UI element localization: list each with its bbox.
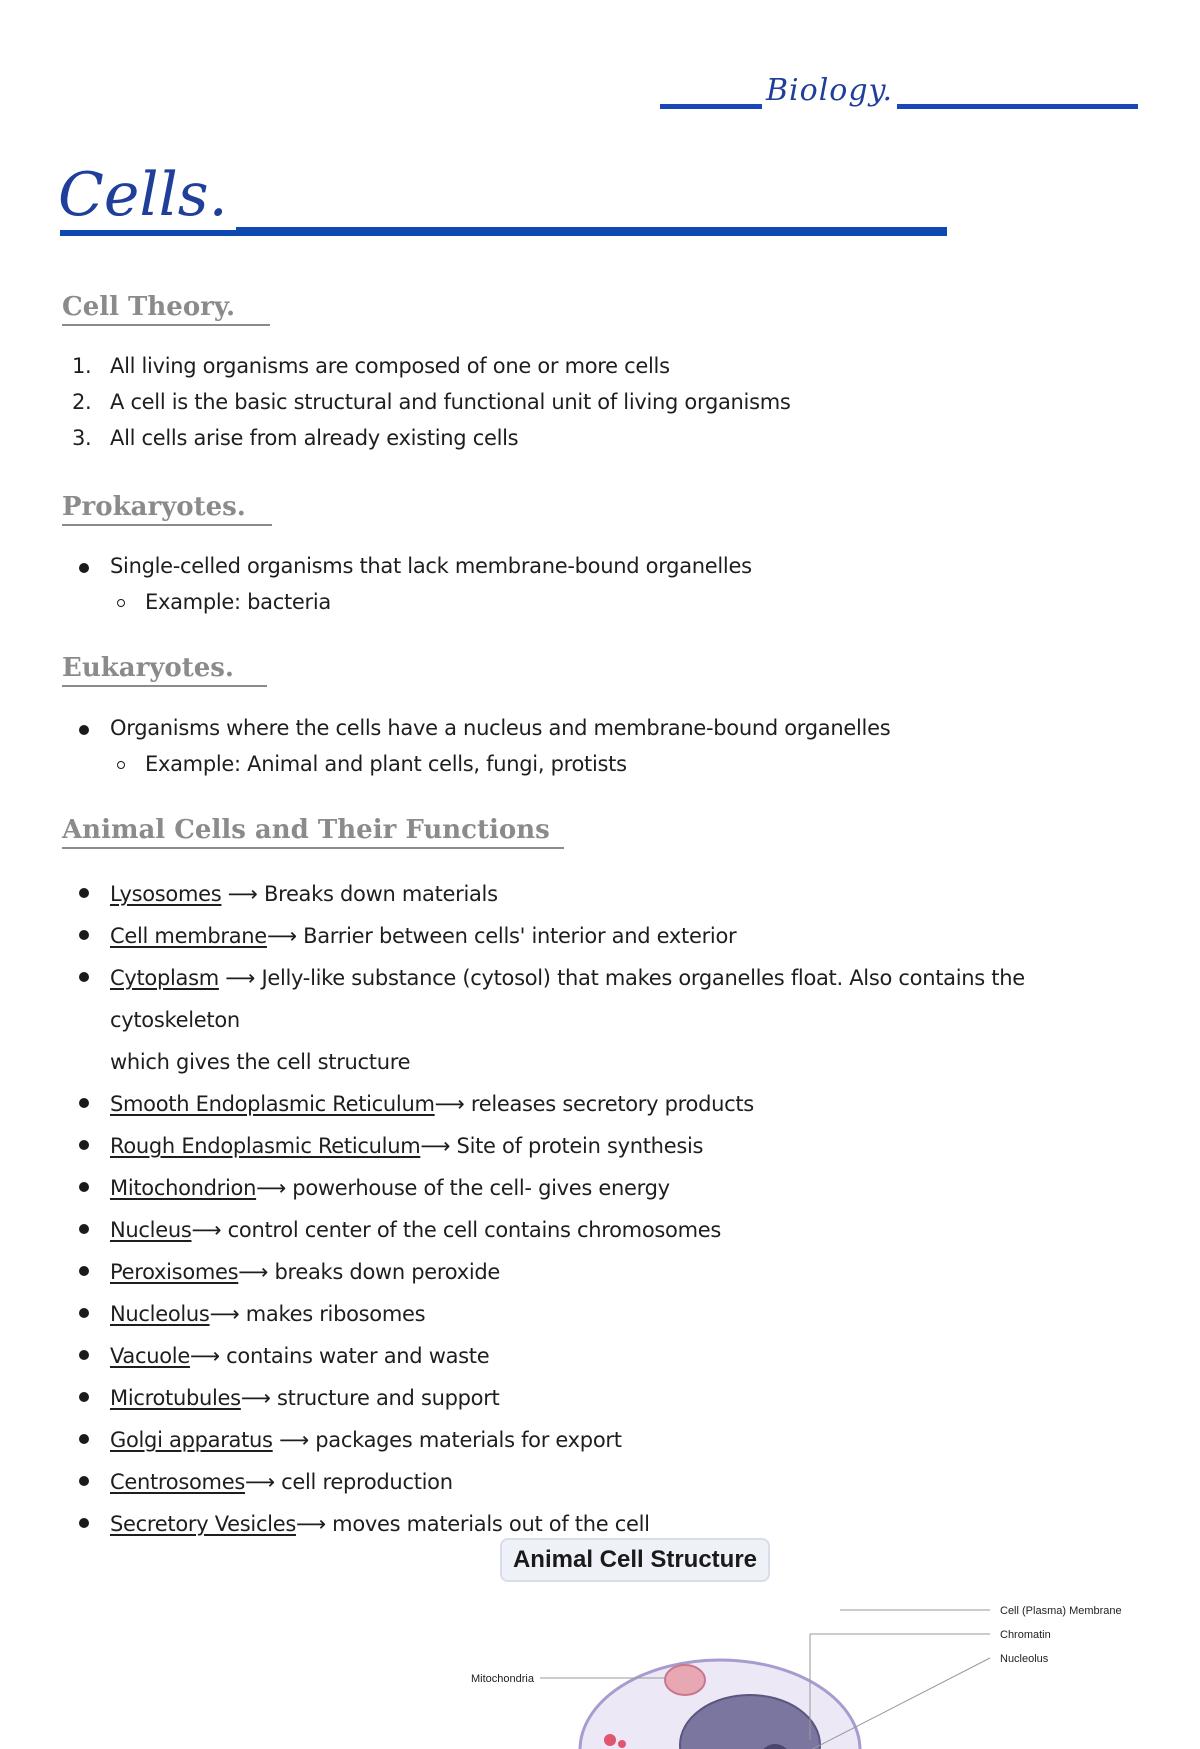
bullet-icon <box>79 1224 89 1234</box>
organelle-term: Nucleolus <box>110 1302 210 1326</box>
list-item: 1. All living organisms are composed of one or more cells <box>72 354 670 378</box>
hollow-bullet-icon <box>117 599 125 607</box>
bullet-icon <box>79 1266 89 1276</box>
organelle-dot <box>604 1734 616 1746</box>
list-item <box>62 957 1142 1083</box>
list-item-text: Organisms where the cells have a nucleus and membrane-bound organelles <box>110 716 891 740</box>
subject-label: Biology. <box>762 72 897 110</box>
bullet-icon <box>79 1434 89 1444</box>
cell-theory-list <box>62 348 791 456</box>
organelle-term: Mitochondrion <box>110 1176 257 1200</box>
organelle-term: Vacuole <box>110 1344 190 1368</box>
organelle-function: ⟶ Breaks down materials <box>221 882 498 906</box>
heading-prokaryotes <box>62 490 272 526</box>
heading-prokaryotes-text: Prokaryotes. <box>62 492 246 522</box>
organelle-function: ⟶ breaks down peroxide <box>238 1260 501 1284</box>
list-item <box>62 915 1142 957</box>
bullet-icon <box>79 972 89 982</box>
organelle-function: ⟶ moves materials out of the cell <box>295 1512 650 1536</box>
animal-cell-diagram <box>471 1590 1140 1749</box>
organelle-function: ⟶ cell reproduction <box>244 1470 453 1494</box>
list-item <box>62 1083 1142 1125</box>
mitochondrion-shape <box>665 1665 705 1695</box>
list-item <box>62 1335 1142 1377</box>
organelle-term: Cell membrane <box>110 924 267 948</box>
bullet-icon <box>79 1350 89 1360</box>
organelle-term: Rough Endoplasmic Reticulum <box>110 1134 421 1158</box>
bullet-icon <box>79 1392 89 1402</box>
heading-animal-cells <box>62 813 564 849</box>
label-nucleolus: Nucleolus <box>1000 1653 1049 1665</box>
organelle-function: ⟶ control center of the cell contains chromosomes <box>191 1218 721 1242</box>
organelle-term: Centrosomes <box>110 1470 245 1494</box>
prokaryotes-list <box>62 548 752 620</box>
diagram-title: Animal Cell Structure <box>500 1538 770 1582</box>
list-item <box>62 1167 1142 1209</box>
label-mitochondria: Mitochondria <box>471 1673 534 1685</box>
list-item-text: All living organisms are composed of one or more cells <box>110 354 670 378</box>
list-item <box>62 1251 1142 1293</box>
organelle-function: ⟶ releases secretory products <box>434 1092 754 1116</box>
list-item <box>62 873 1142 915</box>
list-item <box>62 548 752 584</box>
heading-eukaryotes <box>62 651 267 687</box>
list-item <box>62 1125 1142 1167</box>
organelle-term: Nucleus <box>110 1218 192 1242</box>
organelle-function: ⟶ contains water and waste <box>189 1344 490 1368</box>
list-item <box>62 1293 1142 1335</box>
organelle-term: Microtubules <box>110 1386 241 1410</box>
organelle-function: ⟶ packages materials for export <box>272 1428 622 1452</box>
header-rule <box>660 104 1138 109</box>
organelle-term: Lysosomes <box>110 882 222 906</box>
animal-cells-list <box>62 873 1142 1545</box>
list-subitem <box>62 584 752 620</box>
list-item-text: All cells arise from already existing cells <box>110 426 519 450</box>
organelle-term: Smooth Endoplasmic Reticulum <box>110 1092 435 1116</box>
label-membrane: Cell (Plasma) Membrane <box>1000 1605 1122 1617</box>
bullet-icon <box>79 1140 89 1150</box>
list-item-text: Single-celled organisms that lack membrane-bound organelles <box>110 554 752 578</box>
page-title: Cells. <box>58 160 236 230</box>
organelle-function: ⟶ structure and support <box>240 1386 500 1410</box>
bullet-icon <box>79 930 89 940</box>
list-item <box>62 710 890 746</box>
list-item-text: A cell is the basic structural and functional unit of living organisms <box>110 390 791 414</box>
bullet-icon <box>79 725 89 735</box>
list-item <box>62 1461 1142 1503</box>
organelle-function: ⟶ makes ribosomes <box>209 1302 426 1326</box>
organelle-term: Cytoplasm <box>110 966 219 990</box>
hollow-bullet-icon <box>117 761 125 769</box>
organelle-term: Peroxisomes <box>110 1260 239 1284</box>
heading-animal-cells-text: Animal Cells and Their Functions <box>62 815 550 845</box>
organelle-function-continued: which gives the cell structure <box>110 1050 411 1074</box>
bullet-icon <box>79 1308 89 1318</box>
organelle-function: ⟶ Jelly-like substance (cytosol) that makes organelles float. Also contains the cytoskeleton <box>110 966 1025 1032</box>
bullet-icon <box>79 1182 89 1192</box>
list-item <box>62 1377 1142 1419</box>
list-item <box>62 1419 1142 1461</box>
list-item-text: Example: bacteria <box>145 590 331 614</box>
organelle-function: ⟶ powerhouse of the cell- gives energy <box>256 1176 670 1200</box>
heading-eukaryotes-text: Eukaryotes. <box>62 653 234 683</box>
eukaryotes-list <box>62 710 890 782</box>
organelle-function: ⟶ Site of protein synthesis <box>420 1134 704 1158</box>
bullet-icon <box>79 1098 89 1108</box>
list-item <box>62 1209 1142 1251</box>
bullet-icon <box>79 888 89 898</box>
organelle-term: Secretory Vesicles <box>110 1512 296 1536</box>
label-chromatin: Chromatin <box>1000 1629 1051 1641</box>
list-item: 3. All cells arise from already existing cells <box>72 426 519 450</box>
bullet-icon <box>79 1518 89 1528</box>
list-item-text: Example: Animal and plant cells, fungi, protists <box>145 752 627 776</box>
list-subitem <box>62 746 890 782</box>
bullet-icon <box>79 1476 89 1486</box>
heading-cell-theory-text: Cell Theory. <box>62 292 236 322</box>
organelle-function: ⟶ Barrier between cells' interior and exterior <box>266 924 737 948</box>
list-item: 2. A cell is the basic structural and functional unit of living organisms <box>72 390 791 414</box>
heading-cell-theory <box>62 290 270 326</box>
organelle-dot <box>618 1740 626 1748</box>
bullet-icon <box>79 563 89 573</box>
organelle-term: Golgi apparatus <box>110 1428 273 1452</box>
